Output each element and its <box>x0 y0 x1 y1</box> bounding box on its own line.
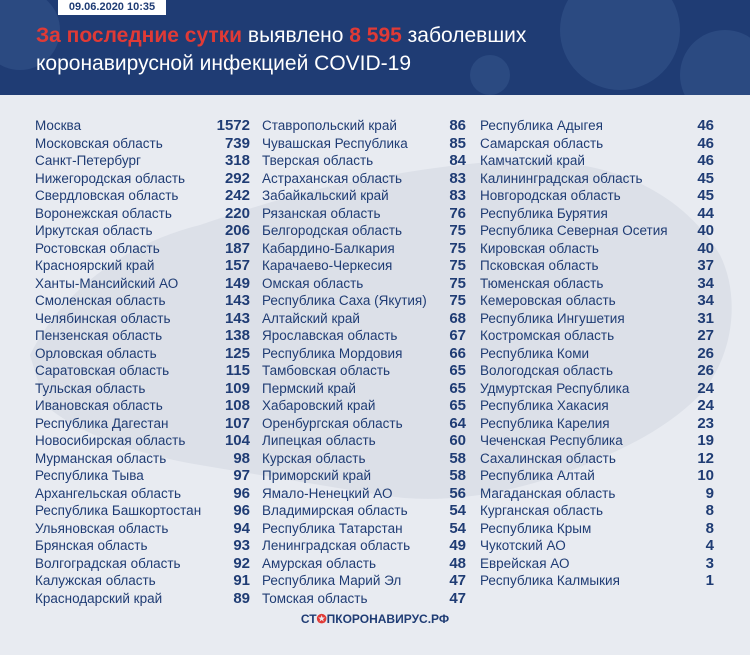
region-count: 45 <box>697 187 714 204</box>
region-row <box>262 292 466 310</box>
region-row <box>262 152 466 170</box>
region-count: 86 <box>449 117 466 134</box>
region-name: Москва <box>35 118 82 133</box>
region-row <box>262 240 466 258</box>
region-name: Чукотский АО <box>480 538 566 553</box>
logo-prefix: СТ <box>300 612 317 626</box>
virus-decoration-icon <box>680 30 750 95</box>
region-row <box>35 572 250 590</box>
region-count: 318 <box>224 152 250 169</box>
region-count: 24 <box>697 379 714 397</box>
region-row <box>480 397 714 415</box>
region-name: Калужская область <box>35 573 156 588</box>
region-row <box>480 537 714 555</box>
region-count: 40 <box>697 222 714 239</box>
region-row <box>480 345 714 363</box>
region-row <box>480 432 714 450</box>
region-name: Свердловская область <box>35 188 179 203</box>
region-name: Республика Башкортостан <box>35 503 202 518</box>
region-row <box>480 467 714 485</box>
region-name: Астраханская область <box>262 170 403 186</box>
region-name: Ульяновская область <box>35 520 169 536</box>
region-count: 24 <box>697 397 714 414</box>
stop-virus-icon: ✪ <box>316 612 327 626</box>
region-name: Вологодская область <box>480 363 613 378</box>
title-suffix: заболевших <box>401 24 527 47</box>
region-count: 108 <box>224 397 250 414</box>
region-name: Челябинская область <box>35 310 171 326</box>
header-banner <box>0 0 750 95</box>
region-name: Республика Ингушетия <box>480 310 625 326</box>
region-name: Томская область <box>262 590 368 606</box>
region-name: Курская область <box>262 450 366 466</box>
region-name: Самарская область <box>480 135 604 151</box>
total-count: 8 595 <box>349 24 402 47</box>
region-count: 89 <box>233 589 250 607</box>
region-count: 54 <box>449 502 466 519</box>
region-name: Костромская область <box>480 328 615 343</box>
region-count: 157 <box>224 257 250 274</box>
region-row <box>35 327 250 345</box>
region-name: Кемеровская область <box>480 293 616 308</box>
region-name: Республика Хакасия <box>480 398 609 413</box>
region-name: Рязанская область <box>262 205 381 221</box>
region-name: Ханты-Мансийский АО <box>35 275 179 291</box>
region-row <box>480 502 714 520</box>
region-count: 91 <box>233 572 250 589</box>
region-name: Чеченская Республика <box>480 433 623 448</box>
region-count: 115 <box>225 362 250 379</box>
region-row <box>480 572 714 590</box>
region-name: Владимирская область <box>262 503 408 518</box>
region-count: 242 <box>224 187 250 204</box>
region-row <box>480 222 714 240</box>
region-row <box>35 362 250 380</box>
region-count: 83 <box>449 187 466 204</box>
region-row <box>480 415 714 433</box>
region-name: Курганская область <box>480 503 604 518</box>
region-name: Оренбургская область <box>262 415 403 431</box>
region-count: 107 <box>224 414 250 432</box>
region-count: 75 <box>449 274 466 292</box>
region-column-3 <box>480 117 714 590</box>
region-count: 187 <box>224 239 250 257</box>
region-name: Омская область <box>262 275 364 291</box>
region-row <box>262 345 466 363</box>
region-name: Республика Коми <box>480 345 590 361</box>
region-row <box>262 485 466 503</box>
region-name: Амурская область <box>262 555 377 571</box>
region-name: Республика Дагестан <box>35 415 169 431</box>
region-name: Санкт-Петербург <box>35 153 141 168</box>
region-name: Магаданская область <box>480 485 616 501</box>
region-count: 75 <box>449 292 466 309</box>
region-count: 60 <box>449 432 466 449</box>
region-row <box>262 275 466 293</box>
region-count: 94 <box>233 519 250 537</box>
region-column-2 <box>262 117 466 607</box>
region-count: 109 <box>224 379 250 397</box>
region-count: 75 <box>449 239 466 257</box>
region-count: 27 <box>697 327 714 344</box>
region-row <box>35 257 250 275</box>
region-row <box>480 152 714 170</box>
region-count: 64 <box>449 414 466 432</box>
region-count: 47 <box>449 572 466 589</box>
region-row <box>262 502 466 520</box>
region-count: 44 <box>697 204 714 222</box>
region-row <box>35 485 250 503</box>
region-name: Новосибирская область <box>35 433 186 448</box>
region-row <box>480 135 714 153</box>
region-row <box>262 135 466 153</box>
region-row <box>480 450 714 468</box>
region-count: 65 <box>449 397 466 414</box>
region-count: 46 <box>697 134 714 152</box>
region-count: 138 <box>224 327 250 344</box>
region-row <box>262 432 466 450</box>
region-row <box>35 135 250 153</box>
region-count: 40 <box>697 239 714 257</box>
region-name: Московская область <box>35 135 163 151</box>
region-count: 26 <box>697 344 714 362</box>
region-count: 83 <box>449 169 466 187</box>
region-name: Алтайский край <box>262 310 360 326</box>
region-row <box>480 485 714 503</box>
region-name: Забайкальский край <box>262 188 389 203</box>
region-name: Сахалинская область <box>480 450 616 466</box>
region-row <box>480 275 714 293</box>
region-name: Ямало-Ненецкий АО <box>262 485 393 501</box>
region-count: 75 <box>449 257 466 274</box>
region-name: Нижегородская область <box>35 170 186 186</box>
region-count: 54 <box>449 519 466 537</box>
region-row <box>480 292 714 310</box>
region-name: Кировская область <box>480 240 599 256</box>
region-name: Карачаево-Черкесия <box>262 258 393 273</box>
region-row <box>480 555 714 573</box>
region-name: Воронежская область <box>35 205 172 221</box>
region-name: Удмуртская Республика <box>480 380 630 396</box>
region-name: Ленинградская область <box>262 538 411 553</box>
region-count: 19 <box>697 432 714 449</box>
region-name: Республика Татарстан <box>262 520 403 536</box>
region-name: Республика Крым <box>480 520 592 536</box>
region-name: Республика Северная Осетия <box>480 223 668 238</box>
region-row <box>35 310 250 328</box>
region-count: 49 <box>449 537 466 554</box>
region-count: 220 <box>224 204 250 222</box>
region-name: Красноярский край <box>35 258 155 273</box>
region-row <box>480 362 714 380</box>
region-name: Республика Адыгея <box>480 118 603 133</box>
region-row <box>35 590 250 608</box>
region-count: 48 <box>449 554 466 572</box>
region-row <box>35 450 250 468</box>
region-row <box>480 240 714 258</box>
region-row <box>262 205 466 223</box>
region-row <box>262 555 466 573</box>
region-count: 10 <box>697 467 714 484</box>
region-count: 1572 <box>216 117 250 134</box>
region-name: Республика Калмыкия <box>480 573 620 588</box>
region-row <box>262 415 466 433</box>
region-count: 97 <box>233 467 250 484</box>
region-count: 92 <box>233 554 250 572</box>
region-count: 104 <box>224 432 250 449</box>
region-name: Республика Карелия <box>480 415 610 431</box>
region-name: Пермский край <box>262 380 356 396</box>
region-row <box>480 380 714 398</box>
footer-logo <box>0 612 750 626</box>
region-row <box>262 380 466 398</box>
region-name: Ставропольский край <box>262 118 397 133</box>
region-row <box>35 117 250 135</box>
region-count: 65 <box>449 379 466 397</box>
region-count: 58 <box>449 467 466 484</box>
region-row <box>262 257 466 275</box>
region-count: 8 <box>705 502 714 519</box>
region-count: 66 <box>449 344 466 362</box>
region-name: Кабардино-Балкария <box>262 240 395 256</box>
region-count: 96 <box>233 502 250 519</box>
region-name: Республика Мордовия <box>262 345 403 361</box>
region-count: 37 <box>697 257 714 274</box>
region-row <box>262 327 466 345</box>
title-line2: коронавирусной инфекцией COVID-19 <box>36 52 412 75</box>
region-name: Республика Алтай <box>480 468 595 483</box>
region-row <box>35 467 250 485</box>
region-row <box>35 292 250 310</box>
region-count: 4 <box>705 537 714 554</box>
region-name: Псковская область <box>480 258 599 273</box>
region-count: 65 <box>449 362 466 379</box>
region-row <box>262 362 466 380</box>
region-row <box>480 257 714 275</box>
region-count: 85 <box>449 134 466 152</box>
region-count: 9 <box>705 484 714 502</box>
region-name: Тамбовская область <box>262 363 391 378</box>
region-count: 739 <box>224 134 250 152</box>
region-name: Камчатский край <box>480 153 585 168</box>
region-count: 143 <box>224 309 250 327</box>
region-name: Ивановская область <box>35 398 163 413</box>
region-count: 96 <box>233 484 250 502</box>
region-row <box>262 572 466 590</box>
region-row <box>35 240 250 258</box>
region-count: 58 <box>449 449 466 467</box>
region-name: Еврейская АО <box>480 555 570 571</box>
region-count: 56 <box>449 484 466 502</box>
region-name: Тульская область <box>35 380 146 396</box>
region-row <box>262 467 466 485</box>
region-row <box>35 205 250 223</box>
region-name: Белгородская область <box>262 223 403 238</box>
region-row <box>480 117 714 135</box>
region-count: 45 <box>697 169 714 187</box>
region-row <box>35 380 250 398</box>
region-row <box>480 520 714 538</box>
region-row <box>35 152 250 170</box>
region-count: 68 <box>449 309 466 327</box>
region-name: Краснодарский край <box>35 590 163 606</box>
region-name: Калининградская область <box>480 170 643 186</box>
region-row <box>35 520 250 538</box>
region-row <box>262 117 466 135</box>
region-count: 143 <box>224 292 250 309</box>
region-count: 31 <box>697 309 714 327</box>
region-row <box>262 520 466 538</box>
region-count: 46 <box>697 152 714 169</box>
region-name: Волгоградская область <box>35 555 181 571</box>
region-name: Мурманская область <box>35 450 167 466</box>
region-row <box>35 222 250 240</box>
region-count: 149 <box>224 274 250 292</box>
region-name: Республика Бурятия <box>480 205 608 221</box>
region-name: Республика Тыва <box>35 468 144 483</box>
region-name: Смоленская область <box>35 293 166 308</box>
region-name: Саратовская область <box>35 363 170 378</box>
region-row <box>480 310 714 328</box>
region-count: 84 <box>449 152 466 169</box>
region-count: 34 <box>697 292 714 309</box>
region-row <box>262 450 466 468</box>
region-name: Приморский край <box>262 468 372 483</box>
region-row <box>35 170 250 188</box>
region-row <box>480 327 714 345</box>
region-name: Тверская область <box>262 153 374 168</box>
virus-decoration-icon <box>560 0 680 90</box>
region-count: 23 <box>697 414 714 432</box>
region-count: 93 <box>233 537 250 554</box>
region-row <box>480 205 714 223</box>
region-row <box>35 432 250 450</box>
region-count: 75 <box>449 222 466 239</box>
region-row <box>35 275 250 293</box>
region-name: Чувашская Республика <box>262 135 408 151</box>
region-name: Орловская область <box>35 345 157 361</box>
region-count: 67 <box>449 327 466 344</box>
region-name: Республика Саха (Якутия) <box>262 293 427 308</box>
region-row <box>35 415 250 433</box>
region-count: 206 <box>224 222 250 239</box>
region-count: 125 <box>224 344 250 362</box>
region-name: Ярославская область <box>262 328 398 343</box>
region-count: 3 <box>705 554 714 572</box>
region-name: Республика Марий Эл <box>262 573 402 588</box>
region-column-1 <box>35 117 250 607</box>
region-name: Липецкая область <box>262 433 376 448</box>
region-name: Иркутская область <box>35 223 153 238</box>
region-row <box>480 170 714 188</box>
region-row <box>262 537 466 555</box>
region-name: Брянская область <box>35 538 148 553</box>
region-row <box>35 537 250 555</box>
page-title <box>36 22 526 78</box>
region-count: 98 <box>233 449 250 467</box>
region-row <box>262 170 466 188</box>
region-count: 34 <box>697 274 714 292</box>
logo-suffix: ПКОРОНАВИРУС.РФ <box>326 612 450 626</box>
region-row <box>262 397 466 415</box>
region-row <box>35 555 250 573</box>
region-count: 292 <box>224 169 250 187</box>
region-count: 76 <box>449 204 466 222</box>
title-prefix: За последние сутки <box>36 24 243 47</box>
region-row <box>35 397 250 415</box>
region-name: Хабаровский край <box>262 398 376 413</box>
region-count: 46 <box>697 117 714 134</box>
region-count: 1 <box>705 572 714 589</box>
date-badge: 09.06.2020 10:35 <box>58 0 166 15</box>
region-row <box>262 222 466 240</box>
region-row <box>262 310 466 328</box>
region-name: Новгородская область <box>480 188 621 203</box>
title-middle: выявлено <box>242 24 350 47</box>
region-row <box>35 502 250 520</box>
region-count: 26 <box>697 362 714 379</box>
region-row <box>35 345 250 363</box>
region-name: Архангельская область <box>35 485 182 501</box>
region-row <box>262 590 466 608</box>
region-count: 12 <box>697 449 714 467</box>
region-name: Пензенская область <box>35 328 163 343</box>
region-name: Тюменская область <box>480 275 604 291</box>
region-row <box>262 187 466 205</box>
region-count: 8 <box>705 519 714 537</box>
region-name: Ростовская область <box>35 240 160 256</box>
region-row <box>35 187 250 205</box>
region-count: 47 <box>449 589 466 607</box>
region-row <box>480 187 714 205</box>
